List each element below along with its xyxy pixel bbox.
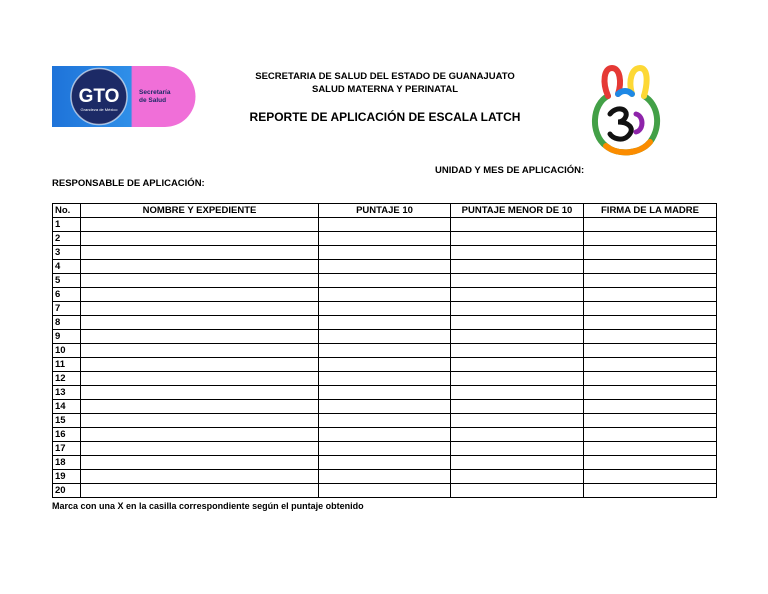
header-line-2: SALUD MATERNA Y PERINATAL: [311, 84, 459, 95]
puntaje-10-cell[interactable]: [319, 288, 451, 302]
firma-cell[interactable]: [584, 302, 717, 316]
puntaje-menor-cell[interactable]: [451, 218, 584, 232]
puntaje-menor-cell[interactable]: [451, 372, 584, 386]
puntaje-menor-cell[interactable]: [451, 484, 584, 498]
puntaje-menor-cell[interactable]: [451, 428, 584, 442]
firma-cell[interactable]: [584, 316, 717, 330]
nombre-cell[interactable]: [81, 400, 319, 414]
row-number: 20: [53, 484, 81, 498]
gto-logo-text: GTO: [78, 86, 120, 107]
puntaje-10-cell[interactable]: [319, 456, 451, 470]
row-number: 15: [53, 414, 81, 428]
row-number: 12: [53, 372, 81, 386]
firma-cell[interactable]: [584, 246, 717, 260]
puntaje-menor-cell[interactable]: [451, 400, 584, 414]
nombre-cell[interactable]: [81, 442, 319, 456]
table-row: [53, 218, 717, 232]
unidad-label: UNIDAD Y MES DE APLICACIÓN:: [435, 165, 585, 176]
row-number: 19: [53, 470, 81, 484]
puntaje-menor-cell[interactable]: [451, 232, 584, 246]
puntaje-menor-cell[interactable]: [451, 386, 584, 400]
puntaje-10-cell[interactable]: [319, 442, 451, 456]
nombre-cell[interactable]: [81, 288, 319, 302]
puntaje-menor-cell[interactable]: [451, 246, 584, 260]
firma-cell[interactable]: [584, 470, 717, 484]
puntaje-10-cell[interactable]: [319, 302, 451, 316]
nombre-cell[interactable]: [81, 428, 319, 442]
table-row: [53, 400, 717, 414]
table-row: [53, 344, 717, 358]
puntaje-menor-cell[interactable]: [451, 442, 584, 456]
firma-cell[interactable]: [584, 414, 717, 428]
row-number: 5: [53, 274, 81, 288]
nombre-cell[interactable]: [81, 470, 319, 484]
puntaje-menor-cell[interactable]: [451, 316, 584, 330]
firma-cell[interactable]: [584, 428, 717, 442]
table-row: [53, 288, 717, 302]
firma-cell[interactable]: [584, 372, 717, 386]
table-row: [53, 484, 717, 498]
nombre-cell[interactable]: [81, 344, 319, 358]
gto-secretaria-logo: [52, 66, 196, 127]
row-number: 9: [53, 330, 81, 344]
firma-cell[interactable]: [584, 386, 717, 400]
row-number: 4: [53, 260, 81, 274]
row-number: 3: [53, 246, 81, 260]
col-header-puntaje-10: PUNTAJE 10: [319, 204, 451, 218]
responsable-label: RESPONSABLE DE APLICACIÓN:: [52, 178, 205, 189]
puntaje-menor-cell[interactable]: [451, 260, 584, 274]
puntaje-10-cell[interactable]: [319, 400, 451, 414]
table-row: [53, 442, 717, 456]
de-salud-text: de Salud: [139, 97, 167, 104]
table-header-row: [53, 204, 717, 218]
puntaje-10-cell[interactable]: [319, 260, 451, 274]
table-row: [53, 428, 717, 442]
row-number: 8: [53, 316, 81, 330]
nombre-cell[interactable]: [81, 316, 319, 330]
firma-cell[interactable]: [584, 358, 717, 372]
row-number: 18: [53, 456, 81, 470]
col-header-firma: FIRMA DE LA MADRE: [584, 204, 717, 218]
firma-cell[interactable]: [584, 330, 717, 344]
instruction-note: Marca con una X en la casilla correspondiente según el puntaje obtenido: [52, 501, 364, 511]
nombre-cell[interactable]: [81, 484, 319, 498]
table-row: [53, 246, 717, 260]
firma-cell[interactable]: [584, 288, 717, 302]
firma-cell[interactable]: [584, 218, 717, 232]
mother-baby-icon: [588, 64, 662, 156]
nombre-cell[interactable]: [81, 372, 319, 386]
nombre-cell[interactable]: [81, 456, 319, 470]
puntaje-10-cell[interactable]: [319, 386, 451, 400]
row-number: 10: [53, 344, 81, 358]
col-header-puntaje-menor: PUNTAJE MENOR DE 10: [451, 204, 584, 218]
page-title: REPORTE DE APLICACIÓN DE ESCALA LATCH: [249, 110, 521, 124]
puntaje-10-cell[interactable]: [319, 358, 451, 372]
table-row: [53, 414, 717, 428]
row-number: 2: [53, 232, 81, 246]
nombre-cell[interactable]: [81, 330, 319, 344]
firma-cell[interactable]: [584, 274, 717, 288]
nombre-cell[interactable]: [81, 386, 319, 400]
puntaje-menor-cell[interactable]: [451, 358, 584, 372]
gto-tagline: Grandeza de México: [80, 107, 118, 112]
row-number: 13: [53, 386, 81, 400]
puntaje-menor-cell[interactable]: [451, 330, 584, 344]
puntaje-10-cell[interactable]: [319, 470, 451, 484]
nombre-cell[interactable]: [81, 414, 319, 428]
table-row: [53, 456, 717, 470]
firma-cell[interactable]: [584, 456, 717, 470]
nombre-cell[interactable]: [81, 246, 319, 260]
row-number: 14: [53, 400, 81, 414]
firma-cell[interactable]: [584, 344, 717, 358]
table-row: [53, 316, 717, 330]
report-table: [52, 203, 717, 498]
puntaje-10-cell[interactable]: [319, 344, 451, 358]
nombre-cell[interactable]: [81, 232, 319, 246]
puntaje-10-cell[interactable]: [319, 218, 451, 232]
row-number: 6: [53, 288, 81, 302]
table-row: [53, 386, 717, 400]
nombre-cell[interactable]: [81, 358, 319, 372]
puntaje-10-cell[interactable]: [319, 484, 451, 498]
puntaje-10-cell[interactable]: [319, 414, 451, 428]
puntaje-10-cell[interactable]: [319, 316, 451, 330]
nombre-cell[interactable]: [81, 260, 319, 274]
nombre-cell[interactable]: [81, 302, 319, 316]
firma-cell[interactable]: [584, 442, 717, 456]
nombre-cell[interactable]: [81, 218, 319, 232]
nombre-cell[interactable]: [81, 274, 319, 288]
puntaje-10-cell[interactable]: [319, 274, 451, 288]
table-row: [53, 274, 717, 288]
header-line-1: SECRETARIA DE SALUD DEL ESTADO DE GUANAJUATO: [255, 71, 515, 82]
puntaje-menor-cell[interactable]: [451, 456, 584, 470]
table-row: [53, 358, 717, 372]
puntaje-menor-cell[interactable]: [451, 302, 584, 316]
puntaje-menor-cell[interactable]: [451, 470, 584, 484]
puntaje-10-cell[interactable]: [319, 330, 451, 344]
puntaje-10-cell[interactable]: [319, 246, 451, 260]
col-header-no: No.: [53, 204, 81, 218]
firma-cell[interactable]: [584, 400, 717, 414]
secretaria-text: Secretaría: [139, 89, 171, 96]
firma-cell[interactable]: [584, 484, 717, 498]
puntaje-menor-cell[interactable]: [451, 414, 584, 428]
table-row: [53, 372, 717, 386]
firma-cell[interactable]: [584, 260, 717, 274]
row-number: 7: [53, 302, 81, 316]
table-row: [53, 232, 717, 246]
puntaje-menor-cell[interactable]: [451, 288, 584, 302]
row-number: 1: [53, 218, 81, 232]
puntaje-menor-cell[interactable]: [451, 274, 584, 288]
puntaje-10-cell[interactable]: [319, 232, 451, 246]
table-row: [53, 302, 717, 316]
firma-cell[interactable]: [584, 232, 717, 246]
puntaje-menor-cell[interactable]: [451, 344, 584, 358]
table-row: [53, 330, 717, 344]
row-number: 17: [53, 442, 81, 456]
table-row: [53, 260, 717, 274]
puntaje-10-cell[interactable]: [319, 428, 451, 442]
row-number: 11: [53, 358, 81, 372]
table-row: [53, 470, 717, 484]
row-number: 16: [53, 428, 81, 442]
col-header-nombre: NOMBRE Y EXPEDIENTE: [81, 204, 319, 218]
puntaje-10-cell[interactable]: [319, 372, 451, 386]
